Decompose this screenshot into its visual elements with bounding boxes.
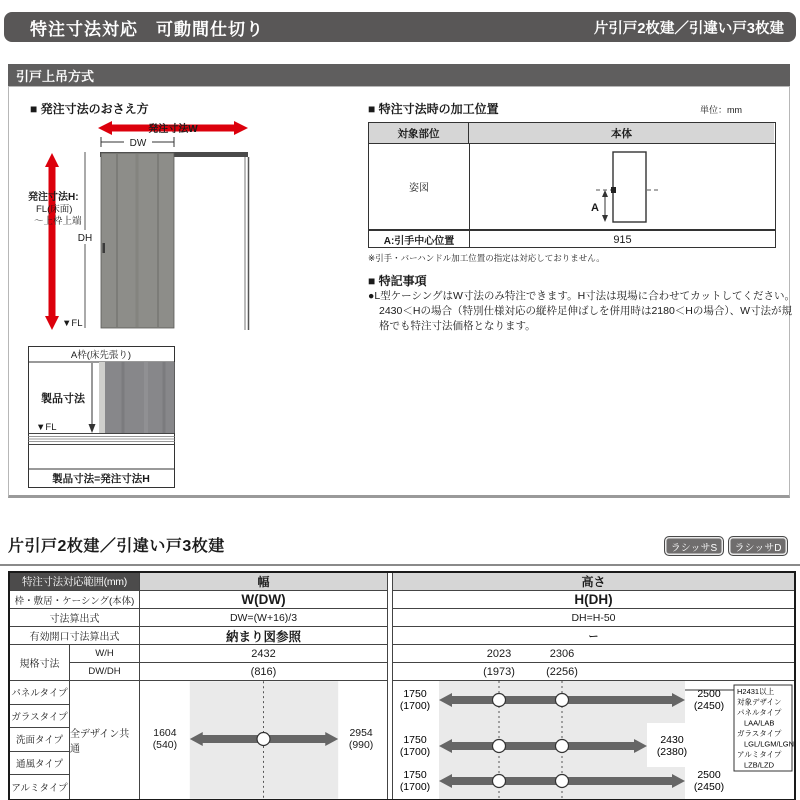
frame-strip [99,362,105,433]
range-header-cell: 特注寸法対応範囲(mm) [10,573,140,591]
column-gap-band [388,573,393,799]
order-width-label: 発注寸法W [148,124,198,135]
legend-line-1: 対象デザイン [737,697,782,707]
width-max-dw: (990) [348,739,374,751]
order-height-label-2: FL(床面) [36,204,73,215]
opening-row-width: 納まり図参照 [140,627,388,645]
h-row2-min-dh: (1700) [399,746,431,758]
door-panel [101,153,174,328]
opening-row-label: 有効開口寸法算出式 [10,627,140,645]
width-header-cell: 幅 [140,573,388,591]
height-range-chart [393,681,794,799]
h-row1-min-dh: (1700) [399,700,431,712]
type-row-panel: パネルタイプ [10,681,70,705]
formula-row-height: DH=H-50 [393,609,794,627]
standard-dwdh-label: DW/DH [70,663,140,681]
machining-note: ※引手・バーハンドル加工位置の指定は対応しておりません。 [368,253,605,263]
h-row2-min: 1750 [403,734,427,746]
standard-height-wh-1: 2023 [486,647,512,660]
legend-line-4: ガラスタイプ [737,729,782,738]
h-row1-max: 2500 [697,688,721,700]
type-row-washroom: 洗面タイプ [10,728,70,752]
type-row-glass: ガラスタイプ [10,705,70,729]
order-dimension-diagram [22,118,352,342]
standard-height-wh-2: 2306 [549,647,575,660]
order-height-arrow [45,153,59,330]
unit-label: 単位：mm [700,105,742,115]
machining-col2-header: 本体 [469,123,774,143]
opening-row-height: ー [393,627,794,645]
type-row-ventilation: 通風タイプ [10,752,70,776]
machining-col1-header: 対象部位 [369,123,469,143]
lasissa-d-button[interactable]: ラシッサD [728,536,788,556]
frame-row-width: W(DW) [140,591,388,609]
legend-line-3: LAA/LAB [744,718,775,728]
dw-label: DW [129,138,147,149]
order-diagram-title: ■ 発注寸法のおさえ方 [30,102,149,116]
lasissa-s-button[interactable]: ラシッサS [664,536,724,556]
standard-label: 規格寸法 [10,645,70,681]
machining-row2-label: A:引手中心位置 [369,231,470,248]
h-row2-max-dh: (2380) [656,746,688,758]
machining-row2-value: 915 [613,233,632,246]
legend-line-7: LZB/LZD [744,760,775,770]
standard-height-dwdh-1: (1973) [483,665,515,678]
standard-width-wh: 2432 [140,645,388,663]
width-min-dw: (540) [152,739,178,751]
product-dimension-diagram [28,346,175,488]
order-height-label-3: ～上枠上端 [34,216,82,227]
h-row1-max-dh: (2450) [693,700,725,712]
height-header-cell: 高さ [393,573,794,591]
machining-table [368,122,776,248]
frame-row-label: 枠・敷居・ケーシング(本体) [10,591,140,609]
legend-line-6: アルミタイプ [737,750,782,759]
product-fl-label: ▼FL [36,422,57,433]
width-standard-marker [257,733,270,746]
formula-row-width: DW=(W+16)/3 [140,609,388,627]
h-row3-max: 2500 [697,769,721,781]
legend-line-2: パネルタイプ [737,708,782,717]
aframe-header: A枠(床先張り) [70,350,132,361]
h-row3-max-dh: (2450) [693,781,725,793]
product-caption: 製品寸法=発注寸法H [52,473,150,485]
page-title: 特注寸法対応 可動間仕切り [30,19,264,39]
section-bar [8,64,790,86]
notes-bullet: ●L型ケーシングはW寸法のみ特注できます。H寸法は現場に合わせてカットしてください。2430＜Hの場合（特別仕様対応の縦枠足伸ばしを併用時は2180＜Hの場合）、W寸法が規格でも特注寸法価格となります。 [368,290,796,332]
elevation-diagram [470,144,775,229]
h-row1-min: 1750 [403,688,427,700]
h-row2-max: 2430 [660,734,684,746]
page-header [4,12,796,42]
standard-height-wh [393,645,794,663]
width-min: 1604 [153,728,177,740]
spec-table [8,571,796,800]
legend-line-0: H2431以上 [737,687,775,696]
product-door-panel [105,362,175,433]
dh-label: DH [77,233,93,244]
standard-width-dwdh: (816) [140,663,388,681]
formula-row-label: 寸法算出式 [10,609,140,627]
a-dimension-label: A [591,202,599,214]
h-row3-min: 1750 [403,769,427,781]
door-handle-mark [103,243,106,253]
notes-title: ■ 特記事項 [368,274,427,288]
section-bar-title: 引戸上吊方式 [16,68,95,84]
height-range-chart-cell [393,681,794,799]
page-subtitle: 片引戸2枚建／引違い戸3枚建 [593,20,784,37]
width-range-chart-cell [140,681,388,799]
standard-wh-label: W/H [70,645,140,663]
machining-row1-label: 姿図 [369,144,470,229]
type-row-aluminum: アルミタイプ [10,775,70,799]
a-dimension-arrow [602,190,608,222]
bottom-section-title: 片引戸2枚建／引違い戸3枚建 [8,538,225,555]
machining-title: ■ 特注寸法時の加工位置 [368,102,499,116]
product-dim-label: 製品寸法 [41,393,85,405]
standard-height-dwdh-2: (2256) [546,665,578,678]
standard-height-dwdh [393,663,794,681]
divider-rule [0,564,800,566]
fl-label: ▼FL [62,318,83,329]
frame-row-height: H(DH) [393,591,794,609]
width-range-chart [140,681,387,799]
legend-line-5: LGL/LGM/LGN [744,739,794,749]
handle-position-mark [611,187,616,193]
all-designs-cell: 全デザイン共通 [70,681,140,799]
order-height-label-1: 発注寸法H: [28,192,79,203]
width-max: 2954 [349,728,373,740]
h-row3-min-dh: (1700) [399,781,431,793]
